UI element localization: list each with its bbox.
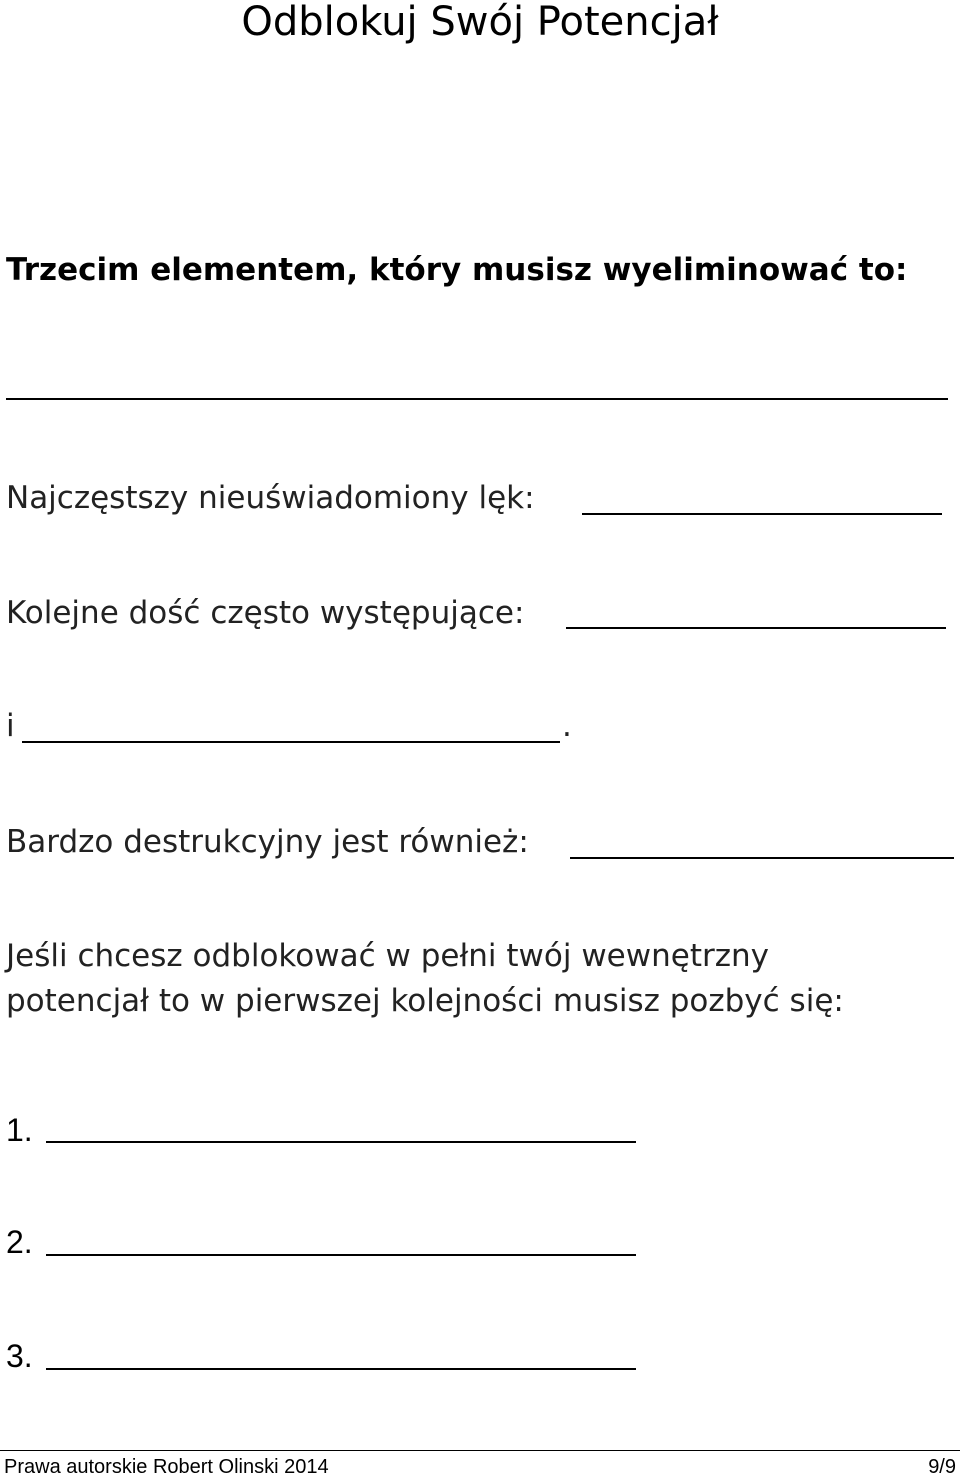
- list-item-number-2: 2.: [6, 1224, 33, 1260]
- answer-line-destructive[interactable]: [570, 857, 954, 859]
- and-period: .: [562, 708, 572, 744]
- footer-divider: [0, 1450, 960, 1451]
- list-item-number-1: 1.: [6, 1112, 33, 1148]
- destructive-label: Bardzo destrukcyjny jest również:: [6, 824, 529, 860]
- answer-line-and[interactable]: [22, 741, 560, 743]
- answer-line-list-3[interactable]: [46, 1368, 636, 1370]
- paragraph-line-1: Jeśli chcesz odblokować w pełni twój wewnętrzny: [6, 938, 769, 974]
- fear-label: Najczęstszy nieuświadomiony lęk:: [6, 480, 535, 516]
- instruction-paragraph: [6, 934, 946, 1024]
- answer-line-list-1[interactable]: [46, 1141, 636, 1143]
- page-title: Odblokuj Swój Potencjał: [241, 0, 719, 45]
- list-item-number-3: 3.: [6, 1338, 33, 1374]
- answer-line-main[interactable]: [6, 398, 948, 400]
- answer-line-fear[interactable]: [582, 513, 942, 515]
- and-label: i: [6, 708, 15, 744]
- answer-line-common[interactable]: [566, 627, 946, 629]
- section-heading: Trzecim elementem, który musisz wyeliminować to:: [6, 252, 908, 288]
- common-label: Kolejne dość często występujące:: [6, 595, 525, 631]
- answer-line-list-2[interactable]: [46, 1254, 636, 1256]
- paragraph-line-2: potencjał to w pierwszej kolejności musisz pozbyć się:: [6, 983, 844, 1019]
- footer-page-number: 9/9: [928, 1456, 956, 1478]
- footer-copyright: Prawa autorskie Robert Olinski 2014: [4, 1456, 329, 1478]
